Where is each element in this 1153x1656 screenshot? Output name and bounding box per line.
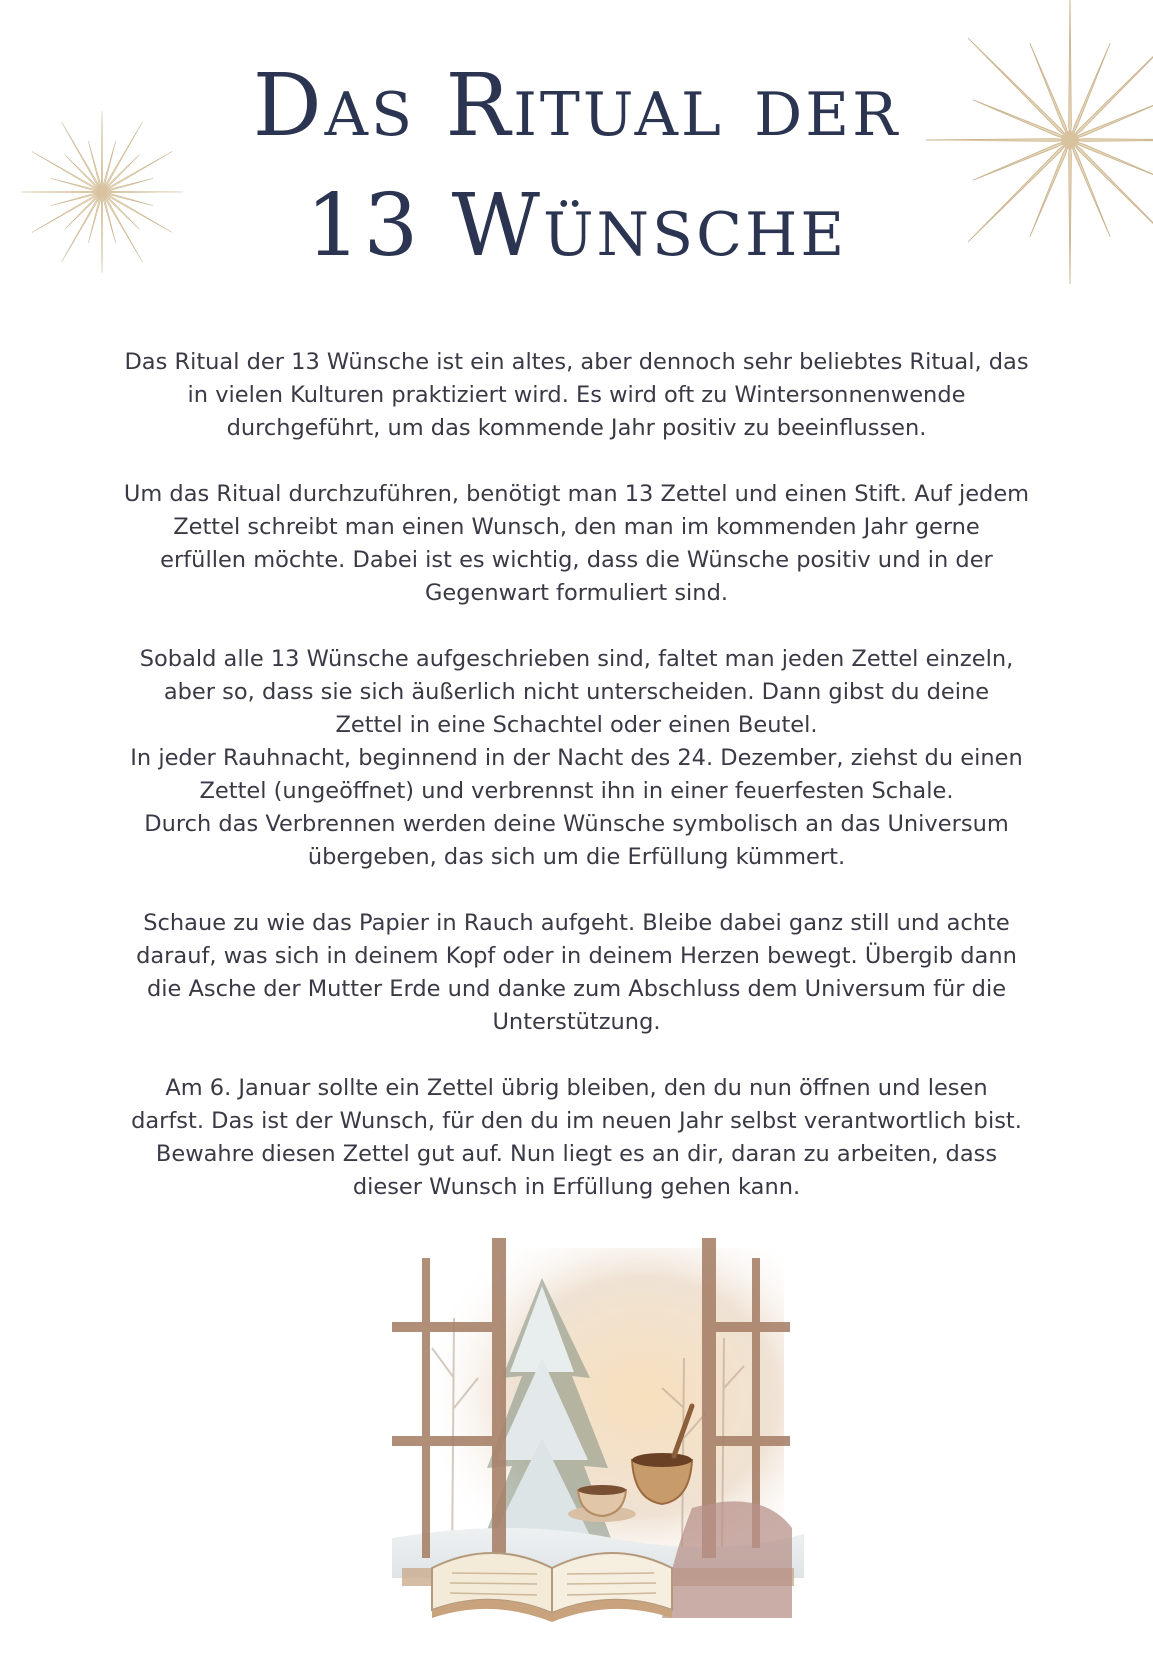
paragraph-burning: Schaue zu wie das Papier in Rauch aufgeht. Bleibe dabei ganz still und achte darauf, was sich in deinem Kopf oder in deinem Herzen bewegt. Übergib dann die Asche der Mutter Erde und danke zum Abschluss dem Universum für die Unterstützung.: [136, 910, 1017, 1035]
paragraph-intro: Das Ritual der 13 Wünsche ist ein altes, aber dennoch sehr beliebtes Ritual, das in vielen Kulturen praktiziert wird. Es wird oft zu Wintersonnenwende durchgeführt, um das kommende Jahr positiv zu beeinflussen.: [124, 349, 1029, 441]
paragraph-procedure: Sobald alle 13 Wünsche aufgeschrieben sind, faltet man jeden Zettel einzeln, aber so, dass sie sich äußerlich nicht unterscheiden. Dann gibst du deine Zettel in eine Schachtel oder einen Beutel. In jeder Rauhnacht, beginnend in der Nacht des 24. Dezember, ziehst du einen Zettel (ungeöffnet) und verbrennst ihn in einer feuerfesten Schale. Durch das Verbrennen werden deine Wünsche symbolisch an das Universum übergeben, das sich um die Erfüllung kümmert.: [130, 646, 1023, 870]
body-text: [100, 346, 1053, 1237]
title-line-2: 13 Wünsche: [305, 176, 848, 276]
winter-window-illustration: [392, 1238, 804, 1638]
title-line-1: Das Ritual der: [252, 56, 901, 156]
page-title: [0, 46, 1153, 286]
paragraph-last-wish: Am 6. Januar sollte ein Zettel übrig bleiben, den du nun öffnen und lesen darfst. Das ist der Wunsch, für den du im neuen Jahr selbst verantwortlich bist. Bewahre diesen Zettel gut auf. Nun liegt es an dir, daran zu arbeiten, dass dieser Wunsch in Erfüllung gehen kann.: [131, 1075, 1022, 1200]
paragraph-preparation: Um das Ritual durchzuführen, benötigt man 13 Zettel und einen Stift. Auf jedem Zettel schreibt man einen Wunsch, den man im kommenden Jahr gerne erfüllen möchte. Dabei ist es wichtig, dass die Wünsche positiv und in der Gegenwart formuliert sind.: [123, 481, 1030, 606]
